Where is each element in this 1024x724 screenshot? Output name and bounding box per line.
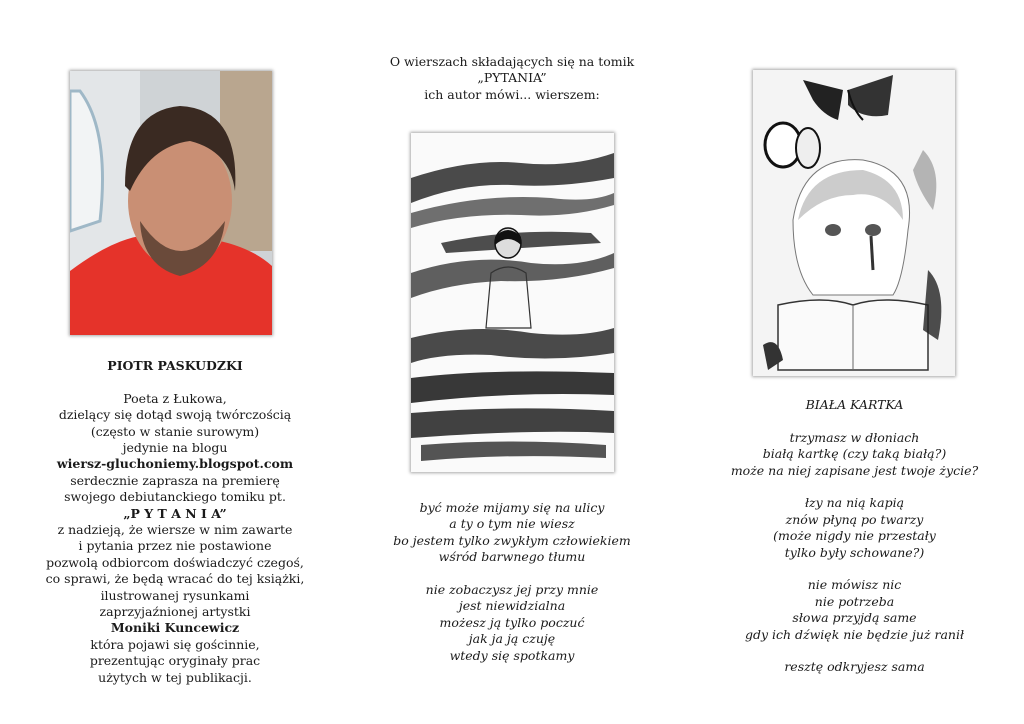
bio-line: (często w stanie surowym): [90, 423, 260, 439]
poem-middle: [372, 500, 652, 664]
poem-line: gdy ich dźwięk nie będzie już ranił: [744, 626, 965, 642]
poem-line: możesz ją tylko poczuć: [439, 614, 585, 630]
poem-title: BIAŁA KARTKA: [805, 397, 904, 412]
poem-line: nie zobaczysz jej przy mnie: [425, 582, 599, 598]
girl-butterflies-drawing: [753, 70, 955, 376]
artist-name: Moniki Kuncewicz: [110, 620, 240, 636]
poem-line: bo jestem tylko zwykłym człowiekiem: [393, 532, 631, 548]
poem-line: może na niej zapisane jest twoje życie?: [730, 462, 979, 478]
poem-line: wśród barwnego tłumu: [438, 549, 586, 565]
closing-line: która pojawi się gościnnie,: [90, 636, 260, 652]
poem-line: białą kartkę (czy taką białą?): [762, 446, 947, 462]
invite-line: serdecznie zaprasza na premierę: [70, 472, 280, 488]
intro-text: [382, 54, 642, 103]
hope-line: pozwolą odbiorcom doświadczyć czegoś,: [46, 554, 304, 570]
bio-line: jedynie na blogu: [122, 440, 228, 456]
poem-line: jak ja ją czuję: [468, 631, 556, 647]
blog-address: wiersz-gluchoniemy.blogspot.com: [56, 456, 294, 472]
poem-line: trzymasz w dłoniach: [789, 429, 920, 445]
poem-right: [712, 397, 997, 676]
poem-line: a ty o tym nie wiesz: [449, 516, 575, 532]
hope-line: z nadzieją, że wiersze w nim zawarte: [57, 522, 293, 538]
book-title: „P Y T A N I A”: [123, 505, 227, 521]
closing-line: użytych w tej publikacji.: [98, 669, 252, 685]
hope-line: ilustrowanej rysunkami: [100, 587, 250, 603]
hope-line: i pytania przez nie postawione: [78, 538, 272, 554]
hope-line: co sprawi, że będą wracać do tej książki,: [45, 571, 305, 587]
poem-line: łzy na nią kapią: [804, 495, 905, 511]
bio-line: Poeta z Łukowa,: [123, 390, 227, 406]
poem-line: słowa przyjdą same: [792, 610, 917, 626]
poem-line: tylko były schowane?): [784, 544, 925, 560]
poem-line: (może nigdy nie przestały: [773, 528, 936, 544]
closing-line: prezentując oryginały prac: [89, 653, 261, 669]
poem-line: resztę odkryjesz sama: [784, 659, 925, 675]
author-photo: [70, 71, 272, 335]
intro-line: ich autor mówi... wierszem:: [424, 86, 600, 102]
invite-line: swojego debiutanckiego tomiku pt.: [64, 489, 286, 505]
poem-line: znów płyną po twarzy: [785, 511, 924, 527]
author-name: PIOTR PASKUDZKI: [107, 358, 243, 373]
charcoal-drawing: [411, 133, 614, 472]
bio-line: dzielący się dotąd swoją twórczością: [58, 407, 292, 423]
poem-line: jest niewidzialna: [458, 598, 566, 614]
poem-line: być może mijamy się na ulicy: [419, 500, 605, 515]
intro-line: O wierszach składających się na tomik: [389, 54, 635, 69]
poem-line: nie mówisz nic: [807, 577, 902, 593]
author-column: [40, 358, 310, 686]
hope-line: zaprzyjaźnionej artystki: [99, 604, 251, 620]
poem-line: nie potrzeba: [814, 593, 895, 609]
intro-line: „PYTANIA”: [477, 70, 547, 86]
poem-line: wtedy się spotkamy: [449, 647, 575, 663]
